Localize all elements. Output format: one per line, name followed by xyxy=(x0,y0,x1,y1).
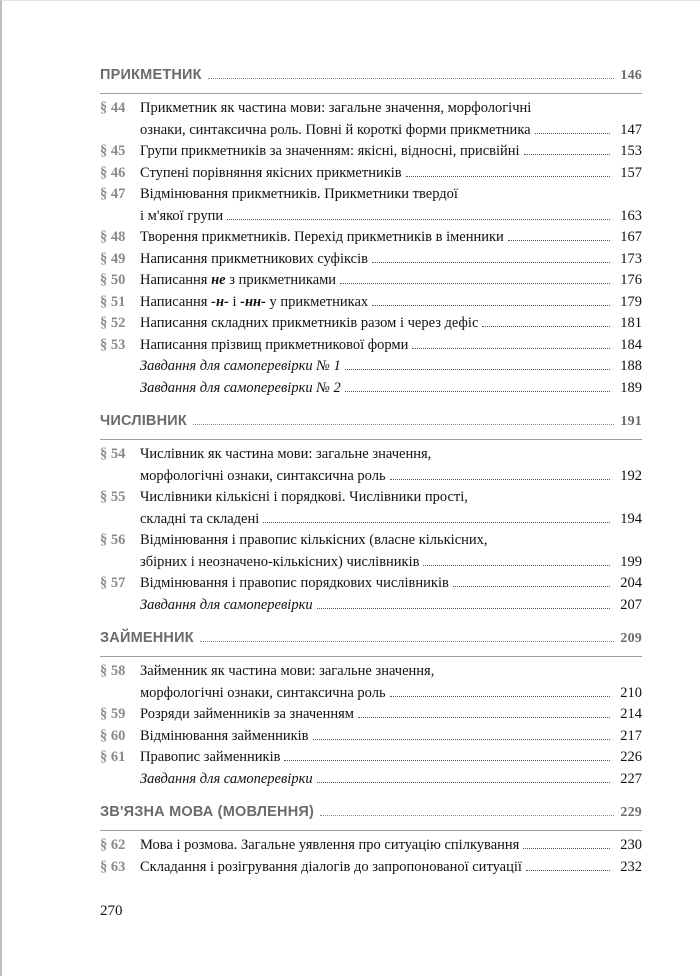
toc-entry xyxy=(100,141,642,163)
entry-body xyxy=(140,249,642,271)
entry-text: Числівники кількісні і порядкові. Числівники прості, xyxy=(140,489,468,505)
entry-text: Відмінювання і правопис порядкових числівників xyxy=(140,575,449,591)
entry-line xyxy=(140,227,642,249)
entry-page: 194 xyxy=(620,510,642,527)
entry-text-part: у прикметниках xyxy=(265,293,369,310)
section-page: 191 xyxy=(620,414,642,429)
entry-page: 184 xyxy=(620,336,642,353)
entry-line xyxy=(140,466,642,488)
entry-text: Мова і розмова. Загальне уявлення про ситуацію спілкування xyxy=(140,837,520,853)
entry-page: 210 xyxy=(620,684,642,701)
entry-body xyxy=(140,487,642,530)
toc-entry xyxy=(100,184,642,227)
entry-body xyxy=(140,356,642,378)
entry-page: 147 xyxy=(620,121,642,138)
entry-page: 192 xyxy=(620,467,642,484)
paragraph-number: § 55 xyxy=(100,489,126,505)
entry-text: ознаки, синтаксична роль. Повні й короткі форми прикметника xyxy=(140,121,531,138)
entry-text: Відмінювання прикметників. Прикметники твердої xyxy=(140,186,458,202)
entry-body xyxy=(140,704,642,726)
entry-line xyxy=(140,769,642,791)
section-page: 209 xyxy=(620,631,642,646)
entry-text: Числівник як частина мови: загальне значення, xyxy=(140,446,432,462)
entry-emphasis: не xyxy=(211,272,226,288)
section-gap xyxy=(100,616,642,630)
entry-page: 189 xyxy=(620,379,642,396)
entry-page: 214 xyxy=(620,706,642,722)
entry-text: Прикметник як частина мови: загальне значення, морфологічні xyxy=(140,100,532,116)
dot-leader xyxy=(227,219,610,220)
dot-leader xyxy=(482,326,610,327)
section-heading xyxy=(100,804,642,828)
entry-text: Правопис займенників xyxy=(140,749,281,765)
self-check-label: Завдання для самоперевірки xyxy=(140,596,313,613)
entry-body xyxy=(140,444,642,487)
section-page: 146 xyxy=(620,68,642,83)
dot-leader xyxy=(313,739,610,740)
entry-line xyxy=(140,444,642,466)
paragraph-number: § 56 xyxy=(100,532,126,548)
entry-line xyxy=(140,378,642,400)
paragraph-number: § 48 xyxy=(100,229,126,245)
entry-text: і м'якої групи xyxy=(140,207,224,224)
entry-line xyxy=(140,704,642,726)
entry-page: 167 xyxy=(620,229,642,245)
table-of-contents xyxy=(100,67,642,878)
entry-page: 204 xyxy=(620,575,642,591)
entry-body xyxy=(140,313,642,335)
dot-leader xyxy=(263,522,610,523)
toc-entry xyxy=(100,313,642,335)
entry-page: 163 xyxy=(620,207,642,224)
paragraph-number: § 54 xyxy=(100,446,126,462)
dot-leader xyxy=(423,565,610,566)
toc-entry xyxy=(100,857,642,879)
entry-page: 226 xyxy=(620,749,642,765)
dot-leader xyxy=(390,479,610,480)
section-page: 229 xyxy=(620,805,642,820)
entry-line xyxy=(140,335,642,357)
entry-line xyxy=(140,509,642,531)
dot-leader xyxy=(284,760,610,761)
paragraph-number-empty xyxy=(100,356,140,378)
entry-body xyxy=(140,335,642,357)
toc-section xyxy=(100,804,642,878)
dot-leader xyxy=(358,717,610,718)
paragraph-number: § 63 xyxy=(100,858,126,875)
entry-body xyxy=(140,163,642,185)
dot-leader xyxy=(390,696,610,697)
entry-body xyxy=(140,530,642,573)
entry-line xyxy=(140,292,642,314)
paragraph-number: § 62 xyxy=(100,837,126,853)
entry-text-part: з прикметниками xyxy=(225,272,337,288)
entry-page: 153 xyxy=(620,143,642,159)
entry-page: 157 xyxy=(620,164,642,181)
self-check-label: Завдання для самоперевірки № 2 xyxy=(140,379,341,396)
toc-entry xyxy=(100,98,642,141)
entry-body xyxy=(140,378,642,400)
toc-section xyxy=(100,630,642,790)
section-gap xyxy=(100,399,642,413)
toc-entry xyxy=(100,704,642,726)
dot-leader xyxy=(208,78,615,79)
paragraph-number: § 61 xyxy=(100,749,126,765)
dot-leader xyxy=(317,782,610,783)
paragraph-number: § 46 xyxy=(100,164,126,181)
entry-line xyxy=(140,530,642,552)
entry-page: 188 xyxy=(620,358,642,374)
paragraph-number: § 53 xyxy=(100,336,126,353)
section-heading xyxy=(100,67,642,91)
dot-leader xyxy=(453,586,610,587)
toc-entry xyxy=(100,726,642,748)
dot-leader xyxy=(406,176,610,177)
entry-text: Відмінювання і правопис кількісних (власне кількісних, xyxy=(140,532,488,548)
section-title: ЗВ'ЯЗНА МОВА (МОВЛЕННЯ) xyxy=(100,804,315,820)
entry-line xyxy=(140,683,642,705)
entry-text-part: Написання xyxy=(140,272,212,288)
paragraph-number: § 47 xyxy=(100,186,126,202)
entry-page: 199 xyxy=(620,553,642,570)
entry-text: збірних і неозначено-кількісних) числівників xyxy=(140,553,420,570)
dot-leader xyxy=(523,848,610,849)
paragraph-number: § 45 xyxy=(100,143,126,159)
section-title: ЧИСЛІВНИК xyxy=(100,413,187,429)
dot-leader xyxy=(345,391,610,392)
toc-entry xyxy=(100,661,642,704)
self-check-entry xyxy=(100,356,642,378)
entry-line xyxy=(140,595,642,617)
entry-line xyxy=(140,206,642,228)
entry-text: Ступені порівняння якісних прикметників xyxy=(140,164,402,181)
entry-text: Написання прізвищ прикметникової форми xyxy=(140,336,409,353)
section-heading xyxy=(100,630,642,654)
entry-body xyxy=(140,292,642,314)
dot-leader xyxy=(412,348,610,349)
entry-line xyxy=(140,120,642,142)
entry-line xyxy=(140,726,642,748)
entry-body xyxy=(140,747,642,769)
dot-leader xyxy=(200,641,615,642)
toc-entry xyxy=(100,335,642,357)
toc-entry xyxy=(100,270,642,292)
section-rule xyxy=(100,93,642,94)
paragraph-number: § 57 xyxy=(100,575,126,591)
paragraph-number: § 49 xyxy=(100,250,126,267)
entry-body xyxy=(140,726,642,748)
toc-entry xyxy=(100,292,642,314)
entry-text: морфологічні ознаки, синтаксична роль xyxy=(140,467,386,484)
entry-page: 176 xyxy=(620,272,642,288)
entry-text: Написання складних прикметників разом і через дефіс xyxy=(140,315,479,331)
entry-line xyxy=(140,661,642,683)
self-check-entry xyxy=(100,378,642,400)
entry-text: Написання прикметникових суфіксів xyxy=(140,250,368,267)
paragraph-number-empty xyxy=(100,769,140,791)
entry-body xyxy=(140,573,642,595)
entry-text: Розряди займенників за значенням xyxy=(140,706,354,722)
paragraph-number: § 60 xyxy=(100,727,126,744)
toc-entry xyxy=(100,747,642,769)
entry-page: 227 xyxy=(620,770,642,787)
toc-entry xyxy=(100,444,642,487)
toc-section xyxy=(100,67,642,399)
page-number: 270 xyxy=(100,903,123,919)
toc-entry xyxy=(100,573,642,595)
entry-body xyxy=(140,184,642,227)
entry-body xyxy=(140,661,642,704)
entry-body xyxy=(140,595,642,617)
dot-leader xyxy=(524,154,610,155)
entry-line xyxy=(140,141,642,163)
entry-text: Відмінювання займенників xyxy=(140,727,309,744)
toc-section xyxy=(100,413,642,616)
entry-line xyxy=(140,163,642,185)
entry-body xyxy=(140,270,642,292)
paragraph-number: § 51 xyxy=(100,293,126,310)
entry-page: 217 xyxy=(620,727,642,744)
entry-text-part: і xyxy=(228,293,241,310)
entry-line xyxy=(140,487,642,509)
toc-entry xyxy=(100,227,642,249)
paragraph-number-empty xyxy=(100,378,140,400)
dot-leader xyxy=(193,424,614,425)
section-rule xyxy=(100,656,642,657)
entry-text xyxy=(140,270,336,292)
entry-line xyxy=(140,249,642,271)
dot-leader xyxy=(320,815,614,816)
section-title: ПРИКМЕТНИК xyxy=(100,67,202,83)
entry-body xyxy=(140,141,642,163)
paragraph-number-empty xyxy=(100,595,140,617)
section-title: ЗАЙМЕННИК xyxy=(100,630,194,646)
entry-line xyxy=(140,184,642,206)
entry-line xyxy=(140,747,642,769)
entry-text: морфологічні ознаки, синтаксична роль xyxy=(140,684,386,701)
dot-leader xyxy=(372,305,610,306)
self-check-label: Завдання для самоперевірки xyxy=(140,770,313,787)
entry-text xyxy=(140,292,368,314)
section-gap xyxy=(100,790,642,804)
entry-body xyxy=(140,835,642,857)
entry-text: Творення прикметників. Перехід прикметників в іменники xyxy=(140,229,504,245)
entry-body xyxy=(140,769,642,791)
paragraph-number: § 58 xyxy=(100,663,126,679)
entry-emphasis: -нн- xyxy=(240,293,266,310)
entry-text: складні та складені xyxy=(140,510,260,527)
entry-text-part: Написання xyxy=(140,293,212,310)
entry-page: 179 xyxy=(620,293,642,310)
section-rule xyxy=(100,830,642,831)
toc-entry xyxy=(100,249,642,271)
entry-body xyxy=(140,227,642,249)
entry-page: 230 xyxy=(620,837,642,853)
entry-text: Складання і розігрування діалогів до запропонованої ситуації xyxy=(140,858,522,875)
entry-line xyxy=(140,313,642,335)
entry-emphasis: -н- xyxy=(211,293,229,310)
paragraph-number: § 44 xyxy=(100,100,126,116)
dot-leader xyxy=(508,240,610,241)
dot-leader xyxy=(345,369,610,370)
entry-page: 232 xyxy=(620,858,642,875)
self-check-entry xyxy=(100,769,642,791)
dot-leader xyxy=(535,133,610,134)
entry-page: 207 xyxy=(620,596,642,613)
dot-leader xyxy=(372,262,610,263)
paragraph-number: § 52 xyxy=(100,315,126,331)
entry-text: Групи прикметників за значенням: якісні, відносні, присвійні xyxy=(140,143,520,159)
section-heading xyxy=(100,413,642,437)
toc-entry xyxy=(100,835,642,857)
entry-line xyxy=(140,356,642,378)
section-rule xyxy=(100,439,642,440)
toc-entry xyxy=(100,163,642,185)
toc-entry xyxy=(100,487,642,530)
entry-line xyxy=(140,98,642,120)
entry-line xyxy=(140,835,642,857)
dot-leader xyxy=(317,608,610,609)
entry-text: Займенник як частина мови: загальне значення, xyxy=(140,663,435,679)
dot-leader xyxy=(340,283,610,284)
self-check-label: Завдання для самоперевірки № 1 xyxy=(140,358,341,374)
entry-body xyxy=(140,98,642,141)
self-check-entry xyxy=(100,595,642,617)
entry-line xyxy=(140,552,642,574)
entry-line xyxy=(140,573,642,595)
dot-leader xyxy=(526,870,610,871)
entry-page: 181 xyxy=(620,315,642,331)
toc-entry xyxy=(100,530,642,573)
entry-body xyxy=(140,857,642,879)
entry-line xyxy=(140,857,642,879)
entry-line xyxy=(140,270,642,292)
paragraph-number: § 50 xyxy=(100,272,126,288)
paragraph-number: § 59 xyxy=(100,706,126,722)
entry-page: 173 xyxy=(620,250,642,267)
